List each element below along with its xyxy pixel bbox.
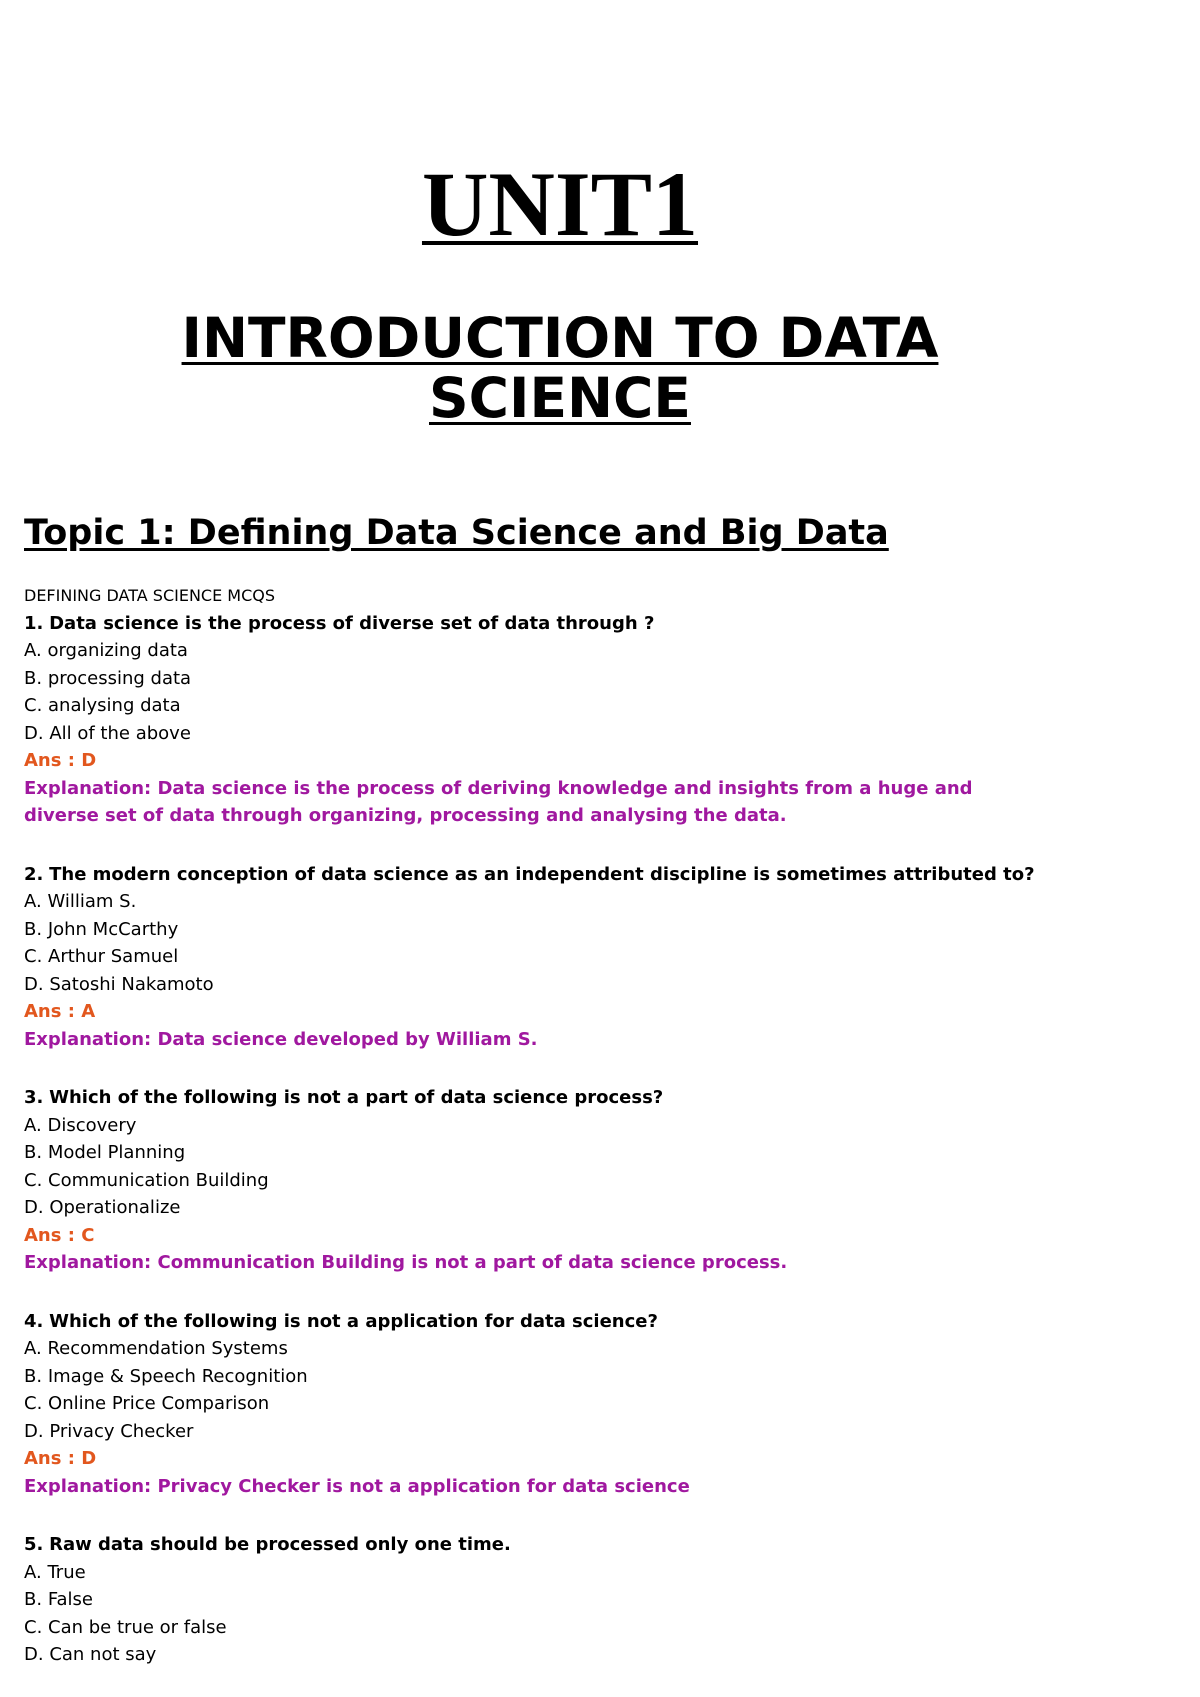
question-text: [24, 1308, 1124, 1336]
option-a: [24, 1559, 1124, 1587]
option-a: [24, 1112, 1124, 1140]
option-text: Image & Speech Recognition: [47, 1365, 308, 1387]
option-b: [24, 1363, 1124, 1391]
option-d: [24, 971, 1124, 999]
option-letter: A.: [24, 891, 42, 912]
question-stem: Which of the following is not a application for data science?: [49, 1310, 658, 1332]
option-text: Communication Building: [48, 1169, 269, 1191]
option-b: [24, 1586, 1124, 1614]
option-c: [24, 692, 1124, 720]
main-title-line2: SCIENCE: [429, 366, 691, 430]
option-text: John McCarthy: [47, 918, 179, 940]
option-text: Privacy Checker: [49, 1420, 194, 1442]
option-c: [24, 1614, 1124, 1642]
main-title: [0, 308, 1120, 428]
option-letter: D.: [24, 722, 44, 744]
option-letter: D.: [24, 1197, 44, 1218]
option-d: [24, 1418, 1124, 1446]
question-3: [24, 1084, 1124, 1277]
option-letter: D.: [24, 1420, 44, 1442]
answer: Ans : C: [24, 1224, 95, 1246]
option-text: organizing data: [47, 640, 188, 661]
explanation: Explanation: Data science is the process of deriving knowledge and insights from a huge and diverse set of data through organizing, processing and analysing the data.: [24, 777, 973, 826]
option-letter: C.: [24, 946, 43, 967]
option-text: Model Planning: [47, 1142, 186, 1163]
option-text: Arthur Samuel: [48, 946, 179, 967]
question-number: 4.: [24, 1310, 44, 1332]
mcq-content: [24, 582, 1124, 1669]
spacer: [24, 830, 1124, 861]
option-text: Can not say: [49, 1644, 157, 1665]
option-c: [24, 1167, 1124, 1195]
option-text: All of the above: [49, 722, 191, 744]
option-letter: B.: [24, 1142, 43, 1163]
option-letter: B.: [24, 667, 43, 689]
option-letter: C.: [24, 1393, 43, 1414]
unit-title-text: UNIT1: [421, 153, 699, 255]
option-b: [24, 1139, 1124, 1167]
option-letter: A.: [24, 1114, 42, 1136]
option-text: Can be true or false: [48, 1616, 227, 1638]
option-text: William S.: [47, 891, 137, 912]
main-title-line1: INTRODUCTION TO DATA: [181, 306, 939, 370]
question-stem: The modern conception of data science as an independent discipline is sometimes attributed to?: [49, 863, 1035, 885]
option-letter: A.: [24, 1338, 42, 1359]
option-text: True: [47, 1561, 86, 1583]
question-text: [24, 1531, 1124, 1559]
question-number: 3.: [24, 1087, 44, 1108]
option-letter: A.: [24, 640, 42, 661]
option-letter: C.: [24, 1616, 43, 1638]
option-text: processing data: [47, 667, 192, 689]
question-stem: Which of the following is not a part of data science process?: [49, 1087, 664, 1108]
option-d: [24, 1194, 1124, 1222]
option-c: [24, 943, 1124, 971]
question-1: [24, 610, 1124, 830]
spacer: [24, 1500, 1124, 1531]
spacer: [24, 1277, 1124, 1308]
spacer: [24, 1053, 1124, 1084]
option-b: [24, 916, 1124, 944]
option-letter: C.: [24, 1169, 43, 1191]
question-5: [24, 1531, 1124, 1669]
question-2: [24, 861, 1124, 1054]
explanation: Explanation: Communication Building is not a part of data science process.: [24, 1252, 788, 1273]
option-b: [24, 665, 1124, 693]
section-label: DEFINING DATA SCIENCE MCQS: [24, 586, 276, 605]
option-text: Recommendation Systems: [47, 1338, 288, 1359]
explanation: Explanation: Data science developed by William S.: [24, 1028, 538, 1050]
option-letter: C.: [24, 695, 43, 716]
question-stem: Raw data should be processed only one time.: [49, 1534, 511, 1555]
option-letter: B.: [24, 1589, 43, 1610]
option-a: [24, 1335, 1124, 1363]
option-text: Satoshi Nakamoto: [49, 973, 214, 995]
option-d: [24, 1641, 1124, 1669]
option-letter: B.: [24, 918, 43, 940]
question-text: [24, 861, 1124, 889]
question-number: 1.: [24, 612, 44, 634]
option-text: False: [47, 1589, 93, 1610]
option-text: analysing data: [48, 695, 181, 716]
question-text: [24, 610, 1124, 638]
answer: Ans : D: [24, 1448, 97, 1469]
question-text: [24, 1084, 1124, 1112]
option-a: [24, 888, 1124, 916]
topic-heading: Topic 1: Defining Data Science and Big Data: [24, 513, 889, 553]
option-d: [24, 720, 1124, 748]
unit-title: [0, 152, 1120, 256]
question-4: [24, 1308, 1124, 1501]
answer: Ans : A: [24, 1001, 96, 1022]
question-number: 2.: [24, 863, 44, 885]
option-letter: B.: [24, 1365, 43, 1387]
option-text: Operationalize: [49, 1197, 181, 1218]
option-text: Online Price Comparison: [48, 1393, 270, 1414]
answer: Ans : D: [24, 750, 97, 771]
option-a: [24, 637, 1124, 665]
option-letter: D.: [24, 1644, 44, 1665]
explanation: Explanation: Privacy Checker is not a application for data science: [24, 1475, 690, 1497]
option-text: Discovery: [47, 1114, 137, 1136]
option-letter: A.: [24, 1561, 42, 1583]
question-stem: Data science is the process of diverse set of data through ?: [49, 612, 655, 634]
option-letter: D.: [24, 973, 44, 995]
question-number: 5.: [24, 1534, 44, 1555]
option-c: [24, 1390, 1124, 1418]
